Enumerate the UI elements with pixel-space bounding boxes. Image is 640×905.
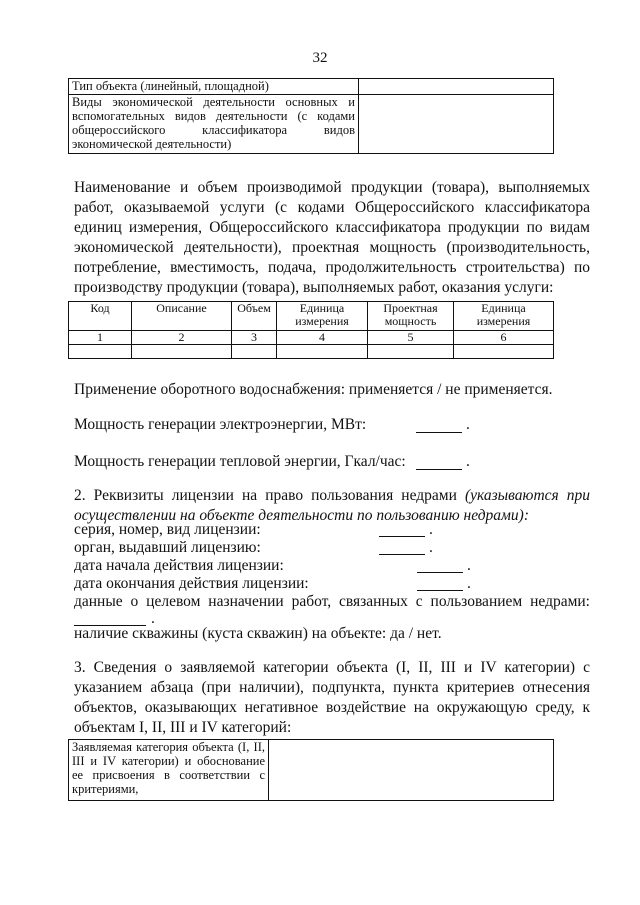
- license-number-blank[interactable]: [379, 536, 425, 537]
- section2-note: (указываются при осуществлении на объекте деятельности по пользованию недрами):: [74, 487, 591, 524]
- object-type-label: Тип объекта (линейный, площадной): [69, 79, 359, 95]
- col-number: 5: [368, 331, 454, 345]
- category-label: Заявляемая категория объекта (I, II, III и IV категории) и обоснование ее присвоения в соответствии с критериями,: [69, 740, 269, 801]
- water-recycling-line: Применение оборотного водоснабжения: применяется / не применяется.: [74, 381, 553, 398]
- products-paragraph: Наименование и объем производимой продукции (товара), выполняемых работ, оказываемой услуги (с кодами Общероссийского классификатора единиц измерения, Общероссийского классификатора продукции по видам экономической деятельности), проектная мощность (производительность, потребление, вместимость, подача, продолжительность строительства) по производству продукции (товара), выполняемых работ, оказания услуги:: [74, 179, 590, 296]
- object-type-table: [68, 78, 554, 154]
- license-number-label: серия, номер, вид лицензии:: [74, 521, 261, 538]
- object-type-value[interactable]: [359, 79, 554, 95]
- header-capacity-unit: Единица измерения: [454, 302, 554, 331]
- dot: .: [466, 453, 470, 470]
- license-start-label: дата начала действия лицензии:: [74, 557, 284, 574]
- products-table: [68, 301, 554, 359]
- header-unit: Единица измерения: [277, 302, 368, 331]
- table-number-row: [69, 331, 554, 345]
- table-cell[interactable]: [368, 345, 454, 359]
- page-number: 32: [312, 50, 328, 66]
- license-start-blank[interactable]: [417, 572, 463, 573]
- power-generation-blank[interactable]: [416, 432, 462, 433]
- table-cell[interactable]: [232, 345, 277, 359]
- table-cell[interactable]: [277, 345, 368, 359]
- license-end-label: дата окончания действия лицензии:: [74, 575, 309, 592]
- header-description: Описание: [132, 302, 232, 331]
- header-capacity: Проектная мощность: [368, 302, 454, 331]
- category-table: [68, 739, 554, 801]
- dot: .: [466, 416, 470, 433]
- dot: .: [467, 575, 471, 592]
- dot: .: [429, 539, 433, 556]
- header-volume: Объем: [232, 302, 277, 331]
- col-number: 6: [454, 331, 554, 345]
- section2-title: 2. Реквизиты лицензии на право пользования недрами: [74, 487, 457, 504]
- col-number: 3: [232, 331, 277, 345]
- table-header-row: [69, 302, 554, 331]
- purpose-label: данные о целевом назначении работ, связанных с пользованием недрами:: [74, 593, 590, 610]
- table-cell[interactable]: [454, 345, 554, 359]
- col-number: 1: [69, 331, 132, 345]
- license-issuer-blank[interactable]: [379, 554, 425, 555]
- dot: .: [467, 557, 471, 574]
- heat-generation-label: Мощность генерации тепловой энергии, Гкал/час:: [74, 453, 406, 470]
- col-number: 4: [277, 331, 368, 345]
- dot: .: [429, 521, 433, 538]
- wells-line: наличие скважины (куста скважин) на объекте: да / нет.: [74, 625, 442, 642]
- activity-types-label: Виды экономической деятельности основных и вспомогательных видов деятельности (с кодами общероссийского классификатора видов экономической деятельности): [69, 95, 359, 154]
- section3-paragraph: 3. Сведения о заявляемой категории объекта (I, II, III и IV категории) с указанием абзаца (при наличии), подпункта, пункта критериев отнесения объектов, оказывающих негативное воздействие на окружающую среду, к объектам I, II, III и IV категорий:: [74, 659, 590, 736]
- category-value[interactable]: [269, 740, 554, 801]
- table-row: [69, 740, 554, 801]
- table-row: [69, 345, 554, 359]
- activity-types-value[interactable]: [359, 95, 554, 154]
- power-generation-label: Мощность генерации электроэнергии, МВт:: [74, 416, 367, 433]
- license-end-blank[interactable]: [417, 590, 463, 591]
- table-cell[interactable]: [132, 345, 232, 359]
- header-code: Код: [69, 302, 132, 331]
- table-row: [69, 79, 554, 95]
- dot: .: [151, 610, 155, 627]
- license-issuer-label: орган, выдавший лицензию:: [74, 539, 261, 556]
- col-number: 2: [132, 331, 232, 345]
- heat-generation-blank[interactable]: [416, 469, 462, 470]
- table-cell[interactable]: [69, 345, 132, 359]
- table-row: [69, 95, 554, 154]
